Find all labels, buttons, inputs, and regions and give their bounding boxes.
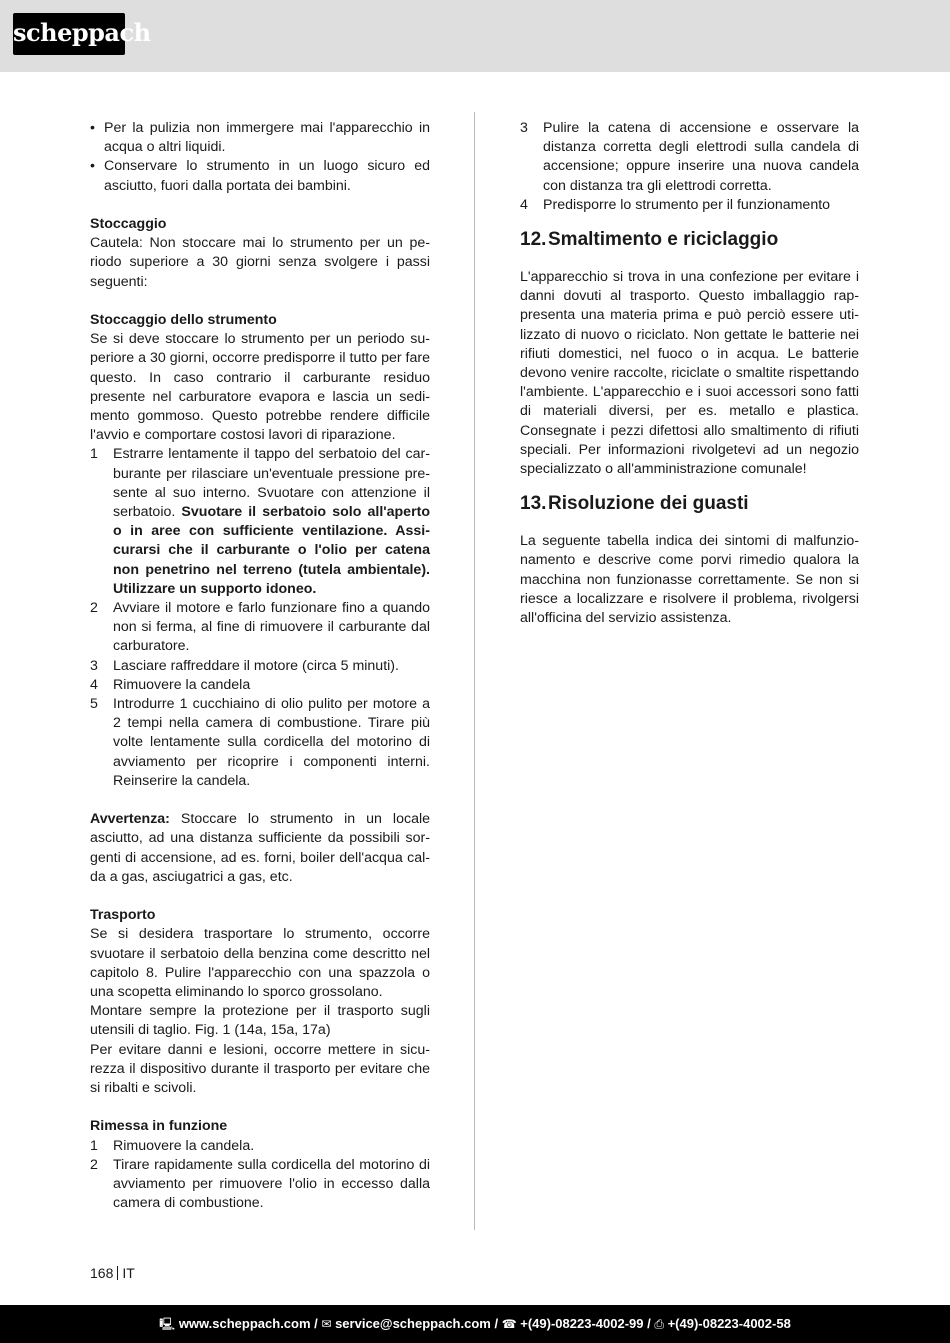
paragraph-risoluzione: La seguente tabella indica dei sintomi di malfunzionamento e descrive come porvi rimedio qualora la macchina non funzionasse correttamente. Se non si riesce a localizzare e risolvere il problema, rivolgersi all'officina del servizio assistenza. [520,533,859,627]
heading-rimessa: Rimessa in funzione [90,1118,228,1135]
paragraph-smaltimento: L'apparecchio si trova in una confezione per evitare i danni dovuti al trasporto. Questo imballaggio rappresenta una materia prima e può perciò essere utilizzato di nuovo o riciclato. Non gettate le batterie nei rifiuti domestici, nel fuoco o in acqua. Le batterie devono venire raccolte, riciclate o smaltite rispettando l'ambiente. L'apparecchio e i suoi accessori sono fatti di materiali diversi, per es. metallo e plastica. Consegnate i pezzi difettosi allo smaltimento di rifiuti speciali. Per informazioni rivolgetevi ad un negozio specializzato o all'amministrazione comunale! [520,269,859,478]
footer-email-link[interactable]: service@scheppach.com / [335,1316,499,1331]
envelope-icon: ✉ [321,1317,332,1331]
scheppach-logo: scheppach [13,13,125,55]
paragraph-stoccaggio-strumento: Se si deve stoccare lo strumento per un periodo superiore a 30 giorni, occorre predisporre il tutto per fare questo. In caso contrario il carburante residuo presente nel carburatore evapora e lascia un sedimento gommoso. Questo potrebbe rendere difficile l'avvio e comportare costosi lavori di riparazione. [90,331,430,444]
page-number: 168 IT [90,1265,135,1281]
phone-icon: ☎ [501,1317,517,1331]
section-title-12: 12. Smaltimento e riciclaggio [520,229,779,251]
heading-trasporto: Trasporto [90,907,156,924]
numbered-step: 5 Introdurre 1 cucchiaino di olio pulito per motore a 2 tempi nella camera di combustione. Tirare più volte lentamente sulla cordicella del motorino di avviamento per ricoprire i componenti interni. Reinserire la candela. [90,696,430,789]
heading-stoccaggio-strumento: Stoccaggio dello strumento [90,312,277,328]
section-title-13: 13. Risoluzione dei guasti [520,493,749,515]
heading-stoccaggio: Stoccaggio [90,216,167,232]
numbered-step: 3 Lasciare raffreddare il motore (circa 5 minuti). [90,657,399,674]
numbered-step: 2 Avviare il motore e farlo funzionare fino a quando non si ferma, al fine di rimuovere il carburante dal carburatore. [90,600,430,655]
paragraph-trasporto-3: Per evitare danni e lesioni, occorre mettere in sicurezza il dispositivo durante il trasporto per evitare che si ribalti e scivoli. [90,1041,430,1097]
footer-phone: +(49)-08223-4002-99 / [520,1316,651,1331]
right-column [520,119,859,628]
bold-warning: Svuotare il serbatoio solo all'aperto o in aree con sufficiente ventilazione. Assicurarsi che il carburante o l'olio per catena non penetrino nel terreno (tutela ambientale). Utilizzare un supporto idoneo. [113,504,430,597]
computer-icon: 🖳 [159,1317,176,1331]
header-band [0,0,950,72]
footer-fax: +(49)-08223-4002-58 [667,1316,791,1331]
paragraph-trasporto-1: Se si desidera trasportare lo strumento, occorre svuotare il serbatoio della benzina come descritto nel capitolo 8. Pulire l'apparecchio con una spazzola o una scopetta eliminando lo sporco grossolano. [90,926,430,1001]
paragraph-stoccaggio: Cautela: Non stoccare mai lo strumento per un periodo superiore a 30 giorni senza svolgere i passi seguenti: [90,235,430,290]
numbered-step: 3 Pulire la catena di accensione e osservare la distanza corretta degli elettrodi sulla candela di accensione; oppure inserire una nuova candela con distanza tra gli elettrodi corretta. [520,120,859,194]
fax-icon: ⎙ [654,1317,664,1331]
bullet-item: • Per la pulizia non immergere mai l'apparecchio in acqua o altri liquidi. [90,120,430,156]
numbered-step: 4 Predisporre lo strumento per il funzionamento [520,196,831,213]
numbered-step: 2 Tirare rapidamente sulla cordicella del motorino di avviamento per rimuovere l'olio in eccesso dalla camera di combustione. [90,1156,430,1212]
bullet-item: • Conservare lo strumento in un luogo sicuro ed asciutto, fuori dalla portata dei bambini. [90,158,430,194]
footer-web-link[interactable]: www.scheppach.com / [178,1316,318,1331]
footer-contact-bar [0,1305,950,1343]
paragraph-trasporto-2: Montare sempre la protezione per il trasporto sugli utensili di taglio. Fig. 1 (14a, 15a, 17a) [90,1003,430,1039]
numbered-step: 4 Rimuovere la candela [90,676,251,693]
column-divider [474,112,475,1230]
numbered-step: 1 Estrarre lentamente il tappo del serbatoio del carburante per rilasciare un'eventuale pressione presente al suo interno. Svuotare con attenzione il serbatoio. Svuotare il serbatoio solo all'aperto o in aree con sufficiente ventilazione. Assicurarsi che il carburante o l'olio per catena non penetrino nel terreno (tutela ambientale). Utilizzare un supporto idoneo. [90,446,430,597]
numbered-step: 1 Rimuovere la candela. [90,1137,255,1154]
paragraph-avvertenza: Avvertenza: Stoccare lo strumento in un locale asciutto, ad una distanza sufficiente da possibili sorgenti di accensione, ad es. forni, boiler dell'acqua calda a gas, asciugatrici a gas, etc. [90,811,430,885]
left-column [90,119,430,1214]
